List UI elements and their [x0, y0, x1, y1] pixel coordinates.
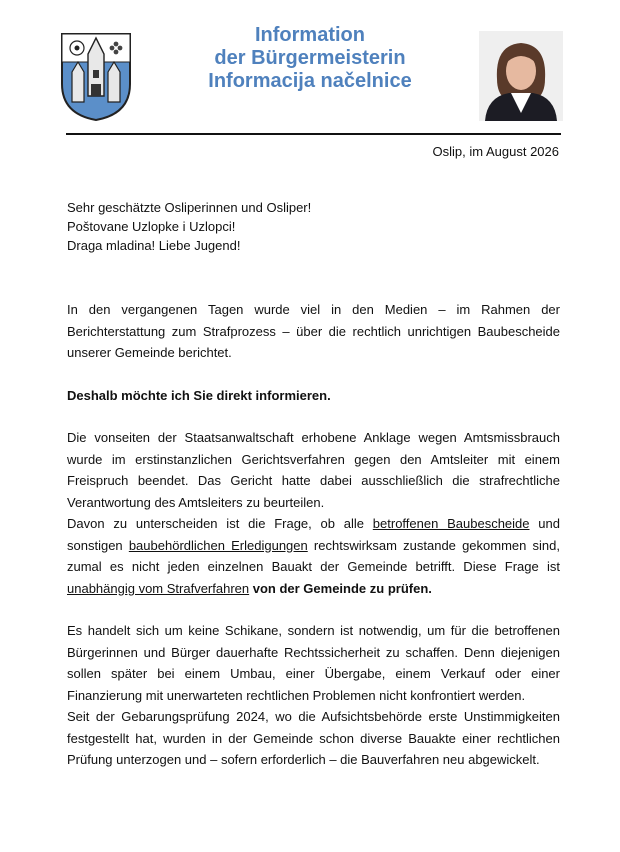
title-line-3: Informacija načelnice: [208, 70, 412, 92]
greeting: [67, 198, 560, 255]
p4-bold: von der Gemeinde zu prüfen: [249, 580, 429, 596]
p4-text-4: .: [428, 580, 432, 596]
letter-header: [0, 0, 620, 130]
coat-of-arms-icon: [60, 32, 132, 122]
paragraph-bold-statement: Deshalb möchte ich Sie direkt informieren.: [67, 387, 331, 403]
p4-underline-1: betroffenen Baubescheide: [372, 516, 530, 531]
p4-underline-3: unabhängig vom Strafverfahren: [67, 580, 250, 596]
greeting-line: Draga mladina! Liebe Jugend!: [67, 238, 241, 253]
p4-text-2: und sonstigen: [67, 516, 560, 553]
paragraph-4: [67, 513, 560, 599]
greeting-line: Sehr geschätzte Osliperinnen und Osliper!: [67, 200, 312, 215]
title-line-1: Information: [255, 24, 365, 46]
paragraph-6: Seit der Gebarungsprüfung 2024, wo die Aufsichtsbehörde erste Unstimmigkeiten festgestellt hat, wurden in der Gemeinde schon diverse Bauakte einer rechtlichen Prüfung unterzogen und – sofern erforderlich – die Bauverfahren neu abgewickelt.: [67, 709, 560, 767]
paragraph-3: Die vonseiten der Staatsanwaltschaft erhobene Anklage wegen Amtsmissbrauch wurde im erstinstanzlichen Gerichtsverfahren gegen den Amtsleiter mit einem Freispruch beendet. Das Gericht hatte dabei ausschließlich die strafrechtliche Verantwortung des Amtsleiters zu beurteilen.: [67, 430, 560, 510]
letter-title: [150, 24, 470, 93]
p4-text-3: rechtswirksam zustande gekommen sind, zumal es nicht jeden einzelnen Bauakt der Gemeinde betrifft. Diese Frage ist: [67, 537, 561, 574]
title-line-2: der Bürgermeisterin: [214, 47, 406, 69]
date-line: Oslip, im August 2026: [432, 144, 559, 159]
greeting-line: Poštovane Uzlopke i Uzlopci!: [67, 219, 236, 234]
paragraph-1: In den vergangenen Tagen wurde viel in den Medien – im Rahmen der Berichterstattung zum Strafprozess – über die rechtlich unrichtigen Baubescheide unserer Gemeinde berichtet.: [67, 302, 560, 360]
p4-text-1: Davon zu unterscheiden ist die Frage, ob alle: [67, 516, 373, 531]
p4-underline-2: baubehördlichen Erledigungen: [128, 537, 308, 553]
paragraph-5: Es handelt sich um keine Schikane, sondern ist notwendig, um für die betroffenen Bürgerinnen und Bürger dauerhafte Rechtssicherheit zu schaffen. Denn diejenigen sollen später bei einem Umbau, einer Übergabe, einem Verkauf oder einer Finanzierung mit unerwarteten rechtlichen Problemen nicht konfrontiert werden.: [67, 623, 560, 703]
mayor-portrait: [479, 31, 563, 121]
header-divider: [66, 133, 561, 135]
letter-body: [67, 198, 560, 771]
